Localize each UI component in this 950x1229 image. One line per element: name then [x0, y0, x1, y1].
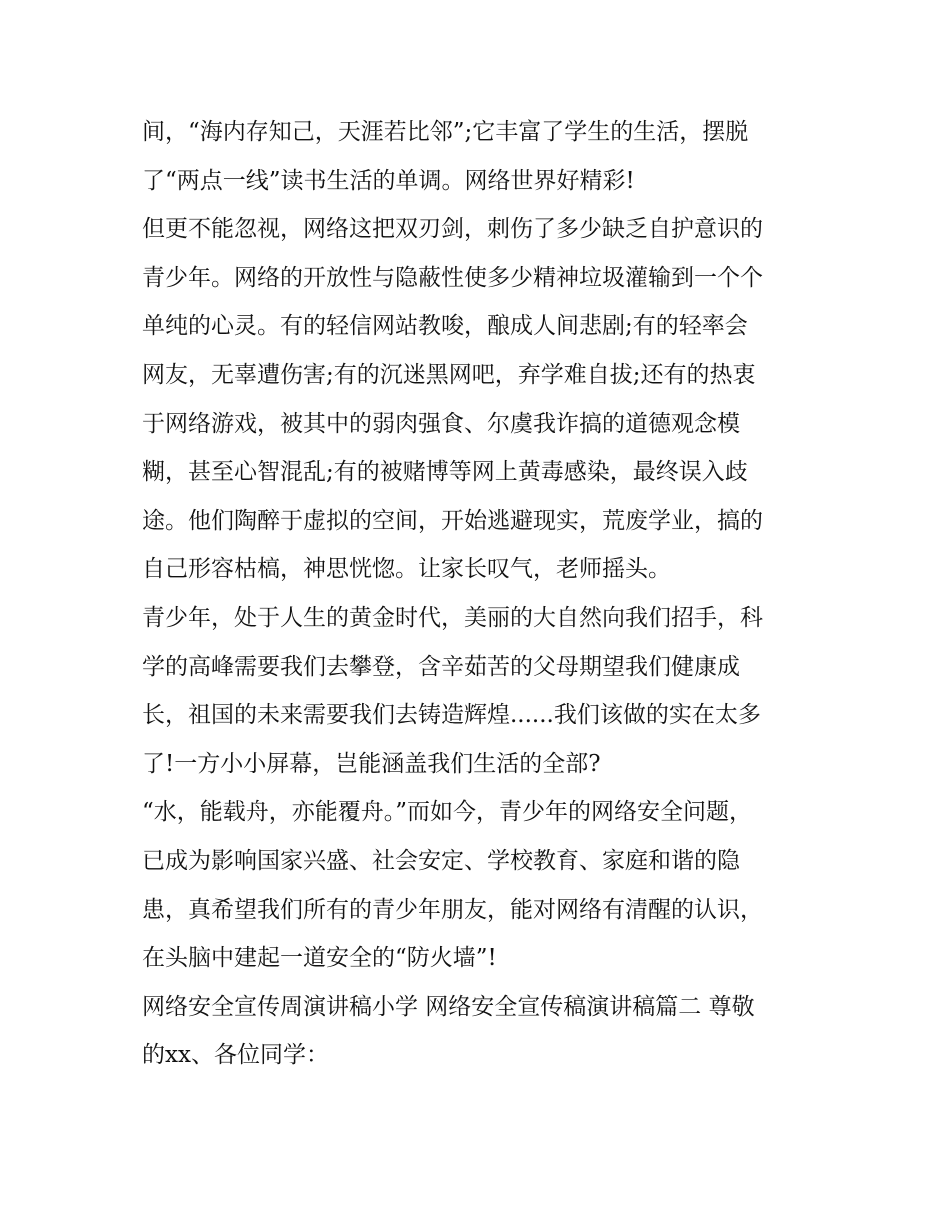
text-line: 自己形容枯槁，神思恍惚。让家长叹气，老师摇头。 — [142, 556, 671, 583]
text-line: 青少年。网络的开放性与隐蔽性使多少精神垃圾灌输到一个个 — [142, 264, 763, 291]
text-line: 长，祖国的未来需要我们去铸造辉煌......我们该做的实在太多 — [142, 702, 761, 729]
text-line: 途。他们陶醉于虚拟的空间，开始逃避现实，荒废学业，搞的 — [142, 507, 763, 534]
text-line: 网友，无辜遭伤害;有的沉迷黑网吧，弃学难自拔;还有的热衷 — [142, 361, 756, 388]
text-line: 青少年，处于人生的黄金时代，美丽的大自然向我们招手，科 — [142, 604, 763, 631]
text-line: 网络安全宣传周演讲稿小学 网络安全宣传稿演讲稿篇二 尊敬 — [142, 993, 755, 1020]
text-line: 糊，甚至心智混乱;有的被赌博等网上黄毒感染，最终误入歧 — [142, 459, 748, 486]
text-line: 学的高峰需要我们去攀登，含辛茹苦的父母期望我们健康成 — [142, 653, 740, 680]
text-line: 患，真希望我们所有的青少年朋友，能对网络有清醒的认识， — [142, 896, 763, 923]
text-line: 了“两点一线”读书生活的单调。网络世界好精彩! — [142, 167, 635, 194]
text-line: 了!一方小小屏幕，岂能涵盖我们生活的全部? — [142, 750, 601, 777]
text-line: 的xx、各位同学： — [142, 1042, 329, 1069]
text-line: “水，能载舟，亦能覆舟。”而如今，青少年的网络安全问题， — [142, 799, 753, 826]
text-line: 已成为影响国家兴盛、社会安定、学校教育、家庭和谐的隐 — [142, 847, 740, 874]
text-line: 但更不能忽视，网络这把双刃剑，刺伤了多少缺乏自护意识的 — [142, 216, 763, 243]
text-line: 间，“海内存知己，天涯若比邻”;它丰富了学生的生活，摆脱 — [142, 119, 749, 145]
text-line: 于网络游戏，被其中的弱肉强食、尔虞我诈搞的道德观念模 — [142, 410, 740, 437]
text-line: 单纯的心灵。有的轻信网站教唆，酿成人间悲剧;有的轻率会 — [142, 313, 748, 340]
document-body — [142, 108, 822, 1080]
text-line: 在头脑中建起一道安全的“防火墙”! — [142, 945, 497, 972]
